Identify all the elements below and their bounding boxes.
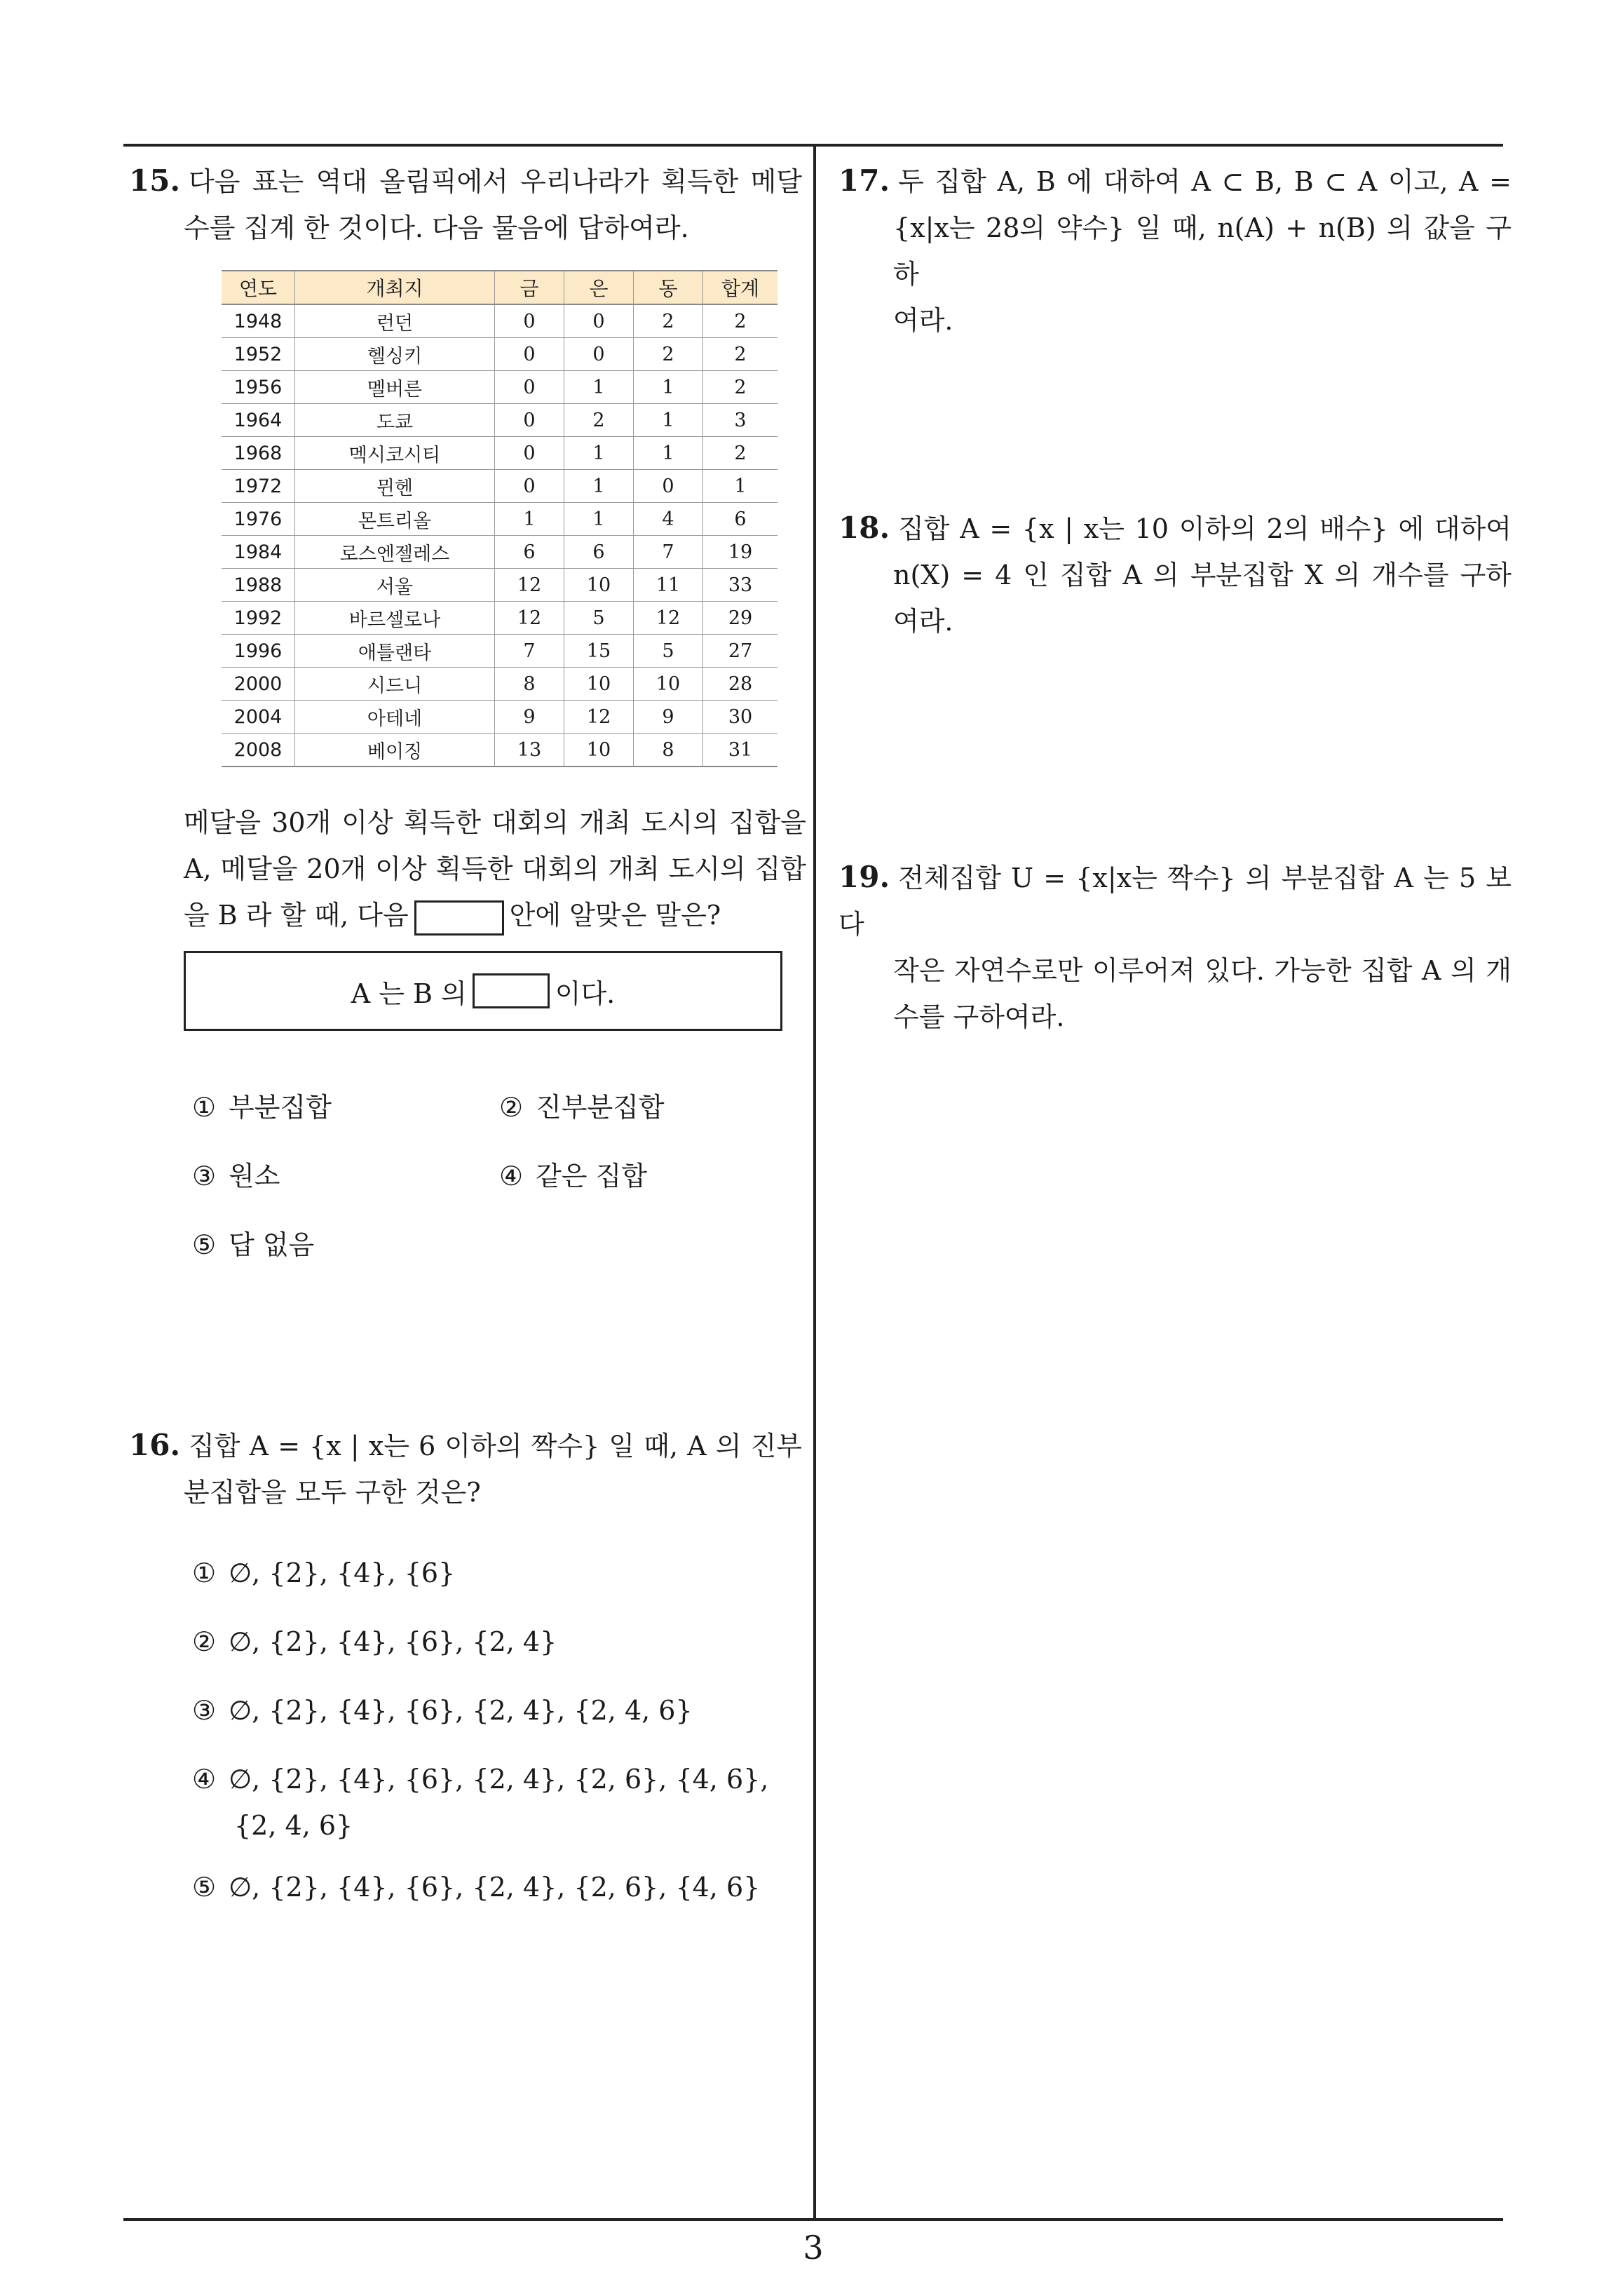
cell-total: 33 <box>703 569 778 602</box>
cell-year: 2008 <box>222 734 295 767</box>
q18-line1: 18. 집합 A = {x | x는 10 이하의 2의 배수} 에 대하여 <box>838 511 1512 545</box>
table-row <box>222 503 777 536</box>
cell-silver: 5 <box>564 602 634 635</box>
cell-year: 1956 <box>222 371 295 404</box>
cell-city: 몬트리올 <box>295 503 495 536</box>
question-17 <box>838 158 1512 344</box>
table-row <box>222 734 777 767</box>
cell-gold: 0 <box>495 437 564 470</box>
table-row <box>222 668 777 701</box>
table-body <box>222 304 777 767</box>
cell-year: 1992 <box>222 602 295 635</box>
cell-bronze: 0 <box>634 470 703 503</box>
cell-gold: 9 <box>495 701 564 734</box>
q16-option-5[interactable]: ⑤ ∅, {2}, {4}, {6}, {2, 4}, {2, 6}, {4, 6} <box>192 1872 761 1903</box>
table-row <box>222 635 777 668</box>
cell-bronze: 1 <box>634 437 703 470</box>
cell-silver: 1 <box>564 470 634 503</box>
cell-year: 1996 <box>222 635 295 668</box>
cell-total: 29 <box>703 602 778 635</box>
cell-city: 애틀랜타 <box>295 635 495 668</box>
q15-line2: 수를 집계 한 것이다. 다음 물음에 답하여라. <box>184 212 689 243</box>
cell-total: 19 <box>703 536 778 569</box>
q15-para1: 메달을 30개 이상 획득한 대회의 개최 도시의 집합을 <box>184 807 806 838</box>
table-row <box>222 536 777 569</box>
q15-para2: A, 메달을 20개 이상 획득한 대회의 개최 도시의 집합 <box>184 853 806 884</box>
cell-total: 2 <box>703 371 778 404</box>
cell-year: 1968 <box>222 437 295 470</box>
q17-line1: 17. 두 집합 A, B 에 대하여 A ⊂ B, B ⊂ A 이고, A = <box>838 163 1512 198</box>
cell-total: 2 <box>703 338 778 371</box>
cell-total: 6 <box>703 503 778 536</box>
cell-bronze: 2 <box>634 338 703 371</box>
q17-line2: {x|x는 28의 약수} 일 때, n(A) + n(B) 의 값을 구하 <box>893 212 1512 290</box>
cell-gold: 0 <box>495 338 564 371</box>
cell-bronze: 10 <box>634 668 703 701</box>
cell-city: 베이징 <box>295 734 495 767</box>
cell-gold: 12 <box>495 602 564 635</box>
cell-city: 시드니 <box>295 668 495 701</box>
q16-line2: 분집합을 모두 구한 것은? <box>184 1477 481 1508</box>
q15-para3: 을 B 라 할 때, 다음 안에 알맞은 말은? <box>184 892 806 938</box>
cell-year: 1972 <box>222 470 295 503</box>
cell-gold: 12 <box>495 569 564 602</box>
cell-bronze: 9 <box>634 701 703 734</box>
q16-option-4-continued: {2, 4, 6} <box>234 1810 353 1841</box>
q16-option-1[interactable]: ① ∅, {2}, {4}, {6} <box>192 1558 456 1588</box>
q18-number: 18. <box>838 511 890 545</box>
cell-bronze: 11 <box>634 569 703 602</box>
cell-silver: 6 <box>564 536 634 569</box>
cell-year: 2004 <box>222 701 295 734</box>
question-18 <box>838 505 1512 644</box>
cell-silver: 2 <box>564 404 634 437</box>
cell-silver: 1 <box>564 503 634 536</box>
q16-option-3[interactable]: ③ ∅, {2}, {4}, {6}, {2, 4}, {2, 4, 6} <box>192 1695 693 1726</box>
cell-gold: 7 <box>495 635 564 668</box>
table-row <box>222 569 777 602</box>
cell-year: 1976 <box>222 503 295 536</box>
cell-bronze: 4 <box>634 503 703 536</box>
q15-number: 15. <box>129 163 181 198</box>
q17-line3: 여라. <box>893 305 953 336</box>
question-15 <box>129 158 802 251</box>
q16-line1: 16. 집합 A = {x | x는 6 이하의 짝수} 일 때, A 의 진부 <box>129 1428 802 1462</box>
cell-silver: 15 <box>564 635 634 668</box>
cell-total: 31 <box>703 734 778 767</box>
table-row <box>222 701 777 734</box>
header-gold: 금 <box>495 271 564 304</box>
cell-silver: 10 <box>564 569 634 602</box>
cell-city: 멜버른 <box>295 371 495 404</box>
question-19 <box>838 854 1512 1040</box>
cell-bronze: 1 <box>634 404 703 437</box>
cell-city: 서울 <box>295 569 495 602</box>
cell-total: 1 <box>703 470 778 503</box>
q18-line2: n(X) = 4 인 집합 A 의 부분집합 X 의 개수를 구하 <box>893 560 1512 590</box>
cell-year: 1952 <box>222 338 295 371</box>
cell-total: 27 <box>703 635 778 668</box>
cell-silver: 0 <box>564 338 634 371</box>
q15-paragraph <box>184 799 806 938</box>
page-number: 3 <box>803 2229 824 2267</box>
cell-city: 바르셀로나 <box>295 602 495 635</box>
q18-line3: 여라. <box>893 606 953 637</box>
table-row <box>222 371 777 404</box>
cell-total: 3 <box>703 404 778 437</box>
cell-total: 30 <box>703 701 778 734</box>
q15-option-3[interactable]: ③ 원소 <box>192 1161 280 1191</box>
cell-city: 로스엔젤레스 <box>295 536 495 569</box>
table-row <box>222 338 777 371</box>
table-row <box>222 602 777 635</box>
cell-bronze: 7 <box>634 536 703 569</box>
cell-gold: 0 <box>495 304 564 338</box>
statement-blank <box>473 973 550 1008</box>
q19-line2: 작은 자연수로만 이루어져 있다. 가능한 집합 A 의 개 <box>893 955 1512 986</box>
q17-number: 17. <box>838 163 890 198</box>
cell-gold: 0 <box>495 404 564 437</box>
cell-silver: 0 <box>564 304 634 338</box>
table-row <box>222 304 777 338</box>
cell-total: 2 <box>703 304 778 338</box>
cell-gold: 13 <box>495 734 564 767</box>
cell-bronze: 2 <box>634 304 703 338</box>
header-year: 연도 <box>222 271 295 304</box>
bottom-rule <box>123 2218 1503 2221</box>
cell-year: 2000 <box>222 668 295 701</box>
q15-line1: 15. 다음 표는 역대 올림픽에서 우리나라가 획득한 메달 <box>129 163 802 198</box>
q15-option-5[interactable]: ⑤ 답 없음 <box>192 1229 315 1260</box>
cell-bronze: 8 <box>634 734 703 767</box>
q19-line1: 19. 전체집합 U = {x|x는 짝수} 의 부분집합 A 는 5 보다 <box>838 860 1512 940</box>
cell-city: 아테네 <box>295 701 495 734</box>
cell-year: 1948 <box>222 304 295 338</box>
table-header-row <box>222 271 777 304</box>
cell-silver: 10 <box>564 734 634 767</box>
q19-number: 19. <box>838 860 890 894</box>
header-silver: 은 <box>564 271 634 304</box>
answer-blank <box>414 900 504 936</box>
cell-city: 런던 <box>295 304 495 338</box>
q16-number: 16. <box>129 1428 181 1462</box>
q15-option-2[interactable]: ② 진부분집합 <box>499 1092 665 1123</box>
cell-gold: 1 <box>495 503 564 536</box>
table-row <box>222 404 777 437</box>
header-city: 개최지 <box>295 271 495 304</box>
cell-gold: 0 <box>495 470 564 503</box>
cell-year: 1984 <box>222 536 295 569</box>
cell-city: 도쿄 <box>295 404 495 437</box>
question-16 <box>129 1422 802 1515</box>
header-total: 합계 <box>703 271 778 304</box>
cell-silver: 12 <box>564 701 634 734</box>
q19-line3: 수를 구하여라. <box>893 1001 1065 1032</box>
cell-city: 뮌헨 <box>295 470 495 503</box>
q15-option-4[interactable]: ④ 같은 집합 <box>499 1161 647 1191</box>
q16-option-4[interactable]: ④ ∅, {2}, {4}, {6}, {2, 4}, {2, 6}, {4, 6}, {2, 4, 6} <box>192 1762 781 1843</box>
cell-bronze: 12 <box>634 602 703 635</box>
cell-city: 헬싱키 <box>295 338 495 371</box>
cell-silver: 1 <box>564 437 634 470</box>
cell-total: 28 <box>703 668 778 701</box>
cell-gold: 6 <box>495 536 564 569</box>
cell-year: 1964 <box>222 404 295 437</box>
cell-city: 멕시코시티 <box>295 437 495 470</box>
cell-silver: 1 <box>564 371 634 404</box>
cell-bronze: 5 <box>634 635 703 668</box>
column-divider <box>813 145 816 2220</box>
q15-option-1[interactable]: ① 부분집합 <box>192 1092 332 1123</box>
cell-gold: 8 <box>495 668 564 701</box>
medal-table <box>222 270 777 767</box>
cell-total: 2 <box>703 437 778 470</box>
cell-bronze: 1 <box>634 371 703 404</box>
header-bronze: 동 <box>634 271 703 304</box>
q16-option-2[interactable]: ② ∅, {2}, {4}, {6}, {2, 4} <box>192 1626 557 1657</box>
q15-statement-box: A 는 B 의 이다. <box>184 951 782 1031</box>
cell-year: 1988 <box>222 569 295 602</box>
table-row <box>222 437 777 470</box>
cell-silver: 10 <box>564 668 634 701</box>
table-row <box>222 470 777 503</box>
cell-gold: 0 <box>495 371 564 404</box>
